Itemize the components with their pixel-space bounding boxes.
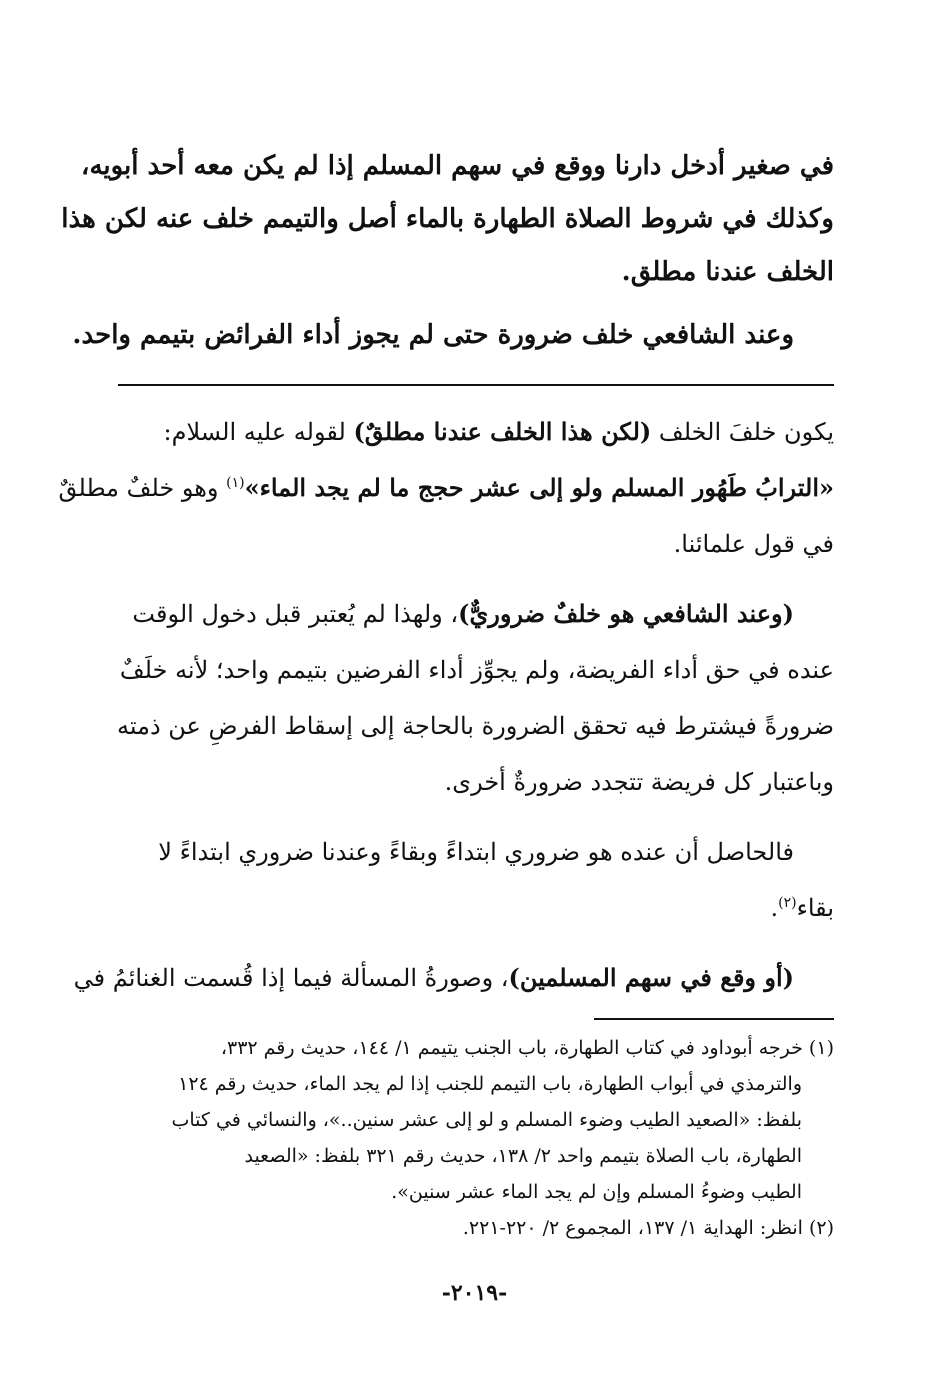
spacer <box>118 299 834 309</box>
commentary-line: فالحاصل أن عنده هو ضروري ابتداءً وبقاءً وعندنا ضروري ابتداءً لا <box>158 838 794 866</box>
footnote-line: الطيب وضوءُ المسلم وإن لم يجد الماء عشر سنين». <box>391 1181 802 1203</box>
commentary-paragraph <box>118 824 834 936</box>
spacer <box>118 936 834 950</box>
text-segment: . <box>770 894 779 922</box>
text-segment: وهو خلفٌ مطلقٌ <box>58 474 227 502</box>
commentary-line <box>118 404 834 460</box>
footnote-line: (٢) انظر: الهداية ١/ ١٣٧، المجموع ٢/ ٢٢٠-٢٢١. <box>462 1217 834 1239</box>
commentary-line <box>118 586 834 642</box>
text-segment: ، وصورةُ المسألة فيما إذا قُسمت الغنائمُ في <box>73 964 509 992</box>
commentary-line: ضرورةً فيشترط فيه تحقق الضرورة بالحاجة إلى إسقاط الفرضِ عن ذمته <box>116 712 834 740</box>
commentary-paragraph <box>118 586 834 810</box>
spacer <box>118 572 834 586</box>
commentary <box>58 404 834 1006</box>
main-text-line: الخلف عندنا مطلق. <box>621 257 834 287</box>
commentary-paragraph <box>58 404 834 572</box>
commentary-line <box>58 460 834 516</box>
commentary-line <box>118 880 834 936</box>
footnote-line: والترمذي في أبواب الطهارة، باب التيمم للجنب إذا لم يجد الماء، حديث رقم ١٢٤ <box>178 1073 802 1095</box>
spacer <box>118 810 834 824</box>
commentary-line <box>73 950 834 1006</box>
commentary-line: في قول علمائنا. <box>673 530 834 558</box>
commentary-paragraph <box>73 950 834 1006</box>
hadith-quote: «الترابُ طَهُور المسلم ولو إلى عشر حجج ما لم يجد الماء» <box>244 473 834 502</box>
page-number: -٢٠١٩- <box>441 1280 508 1306</box>
separator-rule <box>118 384 834 386</box>
footnotes <box>118 1030 834 1246</box>
footnote-ref[interactable]: (٢) <box>778 895 797 911</box>
main-text <box>61 140 834 362</box>
text-segment: يكون خلفَ الخلف <box>651 418 834 446</box>
main-text-line: في صغير أدخل دارنا ووقع في سهم المسلم إذا لم يكن معه أحد أبويه، <box>81 151 834 181</box>
footnote-separator <box>594 1018 834 1020</box>
page-body <box>58 140 834 1246</box>
quoted-matn: (لكن هذا الخلف عندنا مطلقٌ) <box>353 417 652 446</box>
footnote-line: الطهارة، باب الصلاة بتيمم واحد ٢/ ١٣٨، حديث رقم ٣٢١ بلفظ: «الصعيد <box>244 1145 802 1167</box>
quoted-matn: (وعند الشافعي هو خلفٌ ضروريٌّ) <box>458 599 794 628</box>
commentary-line: وباعتبار كل فريضة تتجدد ضرورةٌ أخرى. <box>444 768 834 796</box>
text-segment: بقاء <box>796 894 834 922</box>
footnote-ref[interactable]: (١) <box>226 475 245 491</box>
text-segment: لقوله عليه السلام: <box>163 418 354 446</box>
main-text-line: وكذلك في شروط الصلاة الطهارة بالماء أصل والتيمم خلف عنه لكن هذا <box>61 204 834 234</box>
footnote-line: بلفظ: «الصعيد الطيب وضوء المسلم و لو إلى عشر سنين..»، والنسائي في كتاب <box>171 1109 802 1131</box>
quoted-matn: (أو وقع في سهم المسلمين) <box>508 963 794 992</box>
commentary-line: عنده في حق أداء الفريضة، ولم يجوِّز أداء الفرضين بتيمم واحد؛ لأنه خلَفٌ <box>119 656 834 684</box>
text-segment: ، ولهذا لم يُعتبر قبل دخول الوقت <box>132 600 459 628</box>
footnote-line: (١) خرجه أبوداود في كتاب الطهارة، باب الجنب يتيمم ١/ ١٤٤، حديث رقم ٣٣٢، <box>220 1037 834 1059</box>
main-text-line: وعند الشافعي خلف ضرورة حتى لم يجوز أداء الفرائض بتيمم واحد. <box>72 320 794 350</box>
